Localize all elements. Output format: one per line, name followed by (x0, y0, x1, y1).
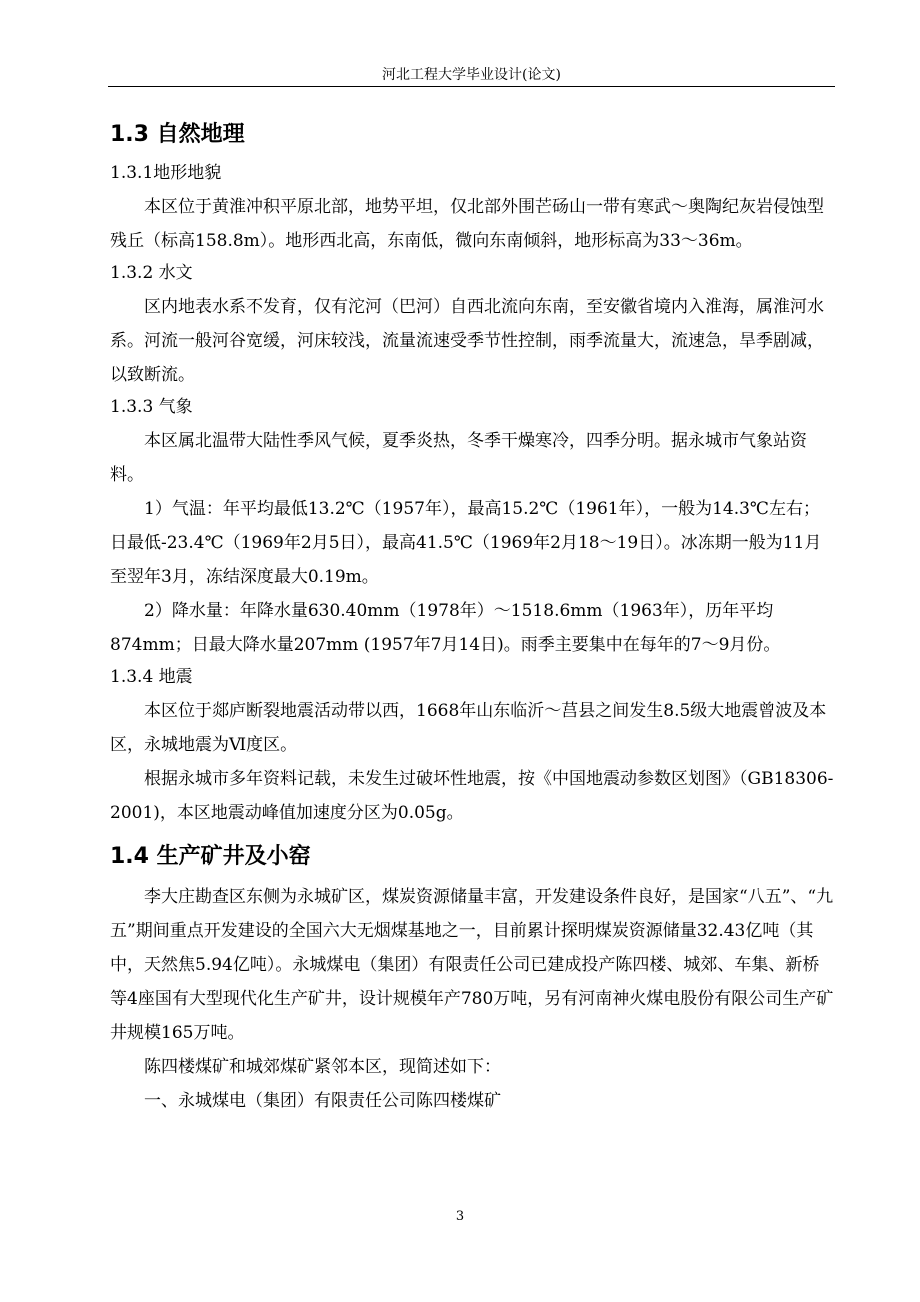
paragraph-climate-precipitation: 2）降水量：年降水量630.40mm（1978年）～1518.6mm（1963年），历年平均874mm；日最大降水量207mm (1957年7月14日)。雨季主要集中在每年的7～9月份。 (110, 601, 781, 655)
subsection-heading-1-3-3: 1.3.3 气象 (110, 397, 193, 417)
subsection-heading-1-3-1: 1.3.1地形地貌 (110, 163, 222, 183)
page-number: 3 (455, 1209, 465, 1224)
section-heading-1-4: 1.4 生产矿井及小窑 (110, 844, 311, 869)
paragraph-mines-intro: 陈四楼煤矿和城郊煤矿紧邻本区，现简述如下： (144, 1057, 501, 1077)
paragraph-mine-item-1: 一、永城煤电（集团）有限责任公司陈四楼煤矿 (144, 1091, 501, 1111)
running-header: 河北工程大学毕业设计(论文) (382, 67, 561, 83)
header-rule (108, 86, 835, 87)
paragraph-climate-intro: 本区属北温带大陆性季风气候，夏季炎热，冬季干燥寒冷，四季分明。据永城市气象站资料。 (110, 431, 807, 485)
paragraph-hydrology: 区内地表水系不发育，仅有沱河（巴河）自西北流向东南，至安徽省境内入淮海，属淮河水系。河流一般河谷宽缓，河床较浅，流量流速受季节性控制，雨季流量大，流速急，旱季剧减，以致断流。 (110, 297, 824, 385)
section-heading-1-3: 1.3 自然地理 (110, 122, 245, 147)
subsection-heading-1-3-2: 1.3.2 水文 (110, 263, 193, 283)
paragraph-climate-temperature: 1）气温：年平均最低13.2℃（1957年），最高15.2℃（1961年），一般为14.3℃左右；日最低-23.4℃（1969年2月5日），最高41.5℃（1969年2月18～19日）。冰冻期一般为11月至翌年3月，冻结深度最大0.19m。 (110, 499, 822, 587)
subsection-heading-1-3-4: 1.3.4 地震 (110, 667, 193, 687)
paragraph-terrain: 本区位于黄淮冲积平原北部，地势平坦，仅北部外围芒砀山一带有寒武～奥陶纪灰岩侵蚀型残丘（标高158.8m）。地形西北高，东南低，微向东南倾斜，地形标高为33～36m。 (110, 197, 824, 251)
paragraph-mines-overview: 李大庄勘查区东侧为永城矿区，煤炭资源储量丰富，开发建设条件良好，是国家“八五”、“九五”期间重点开发建设的全国六大无烟煤基地之一，目前累计探明煤炭资源储量32.43亿吨（其中，天然焦5.94亿吨）。永城煤电（集团）有限责任公司已建成投产陈四楼、城郊、车集、新桥等4座国有大型现代化生产矿井，设计规模年产780万吨，另有河南神火煤电股份有限公司生产矿井规模165万吨。 (110, 887, 834, 1043)
paragraph-earthquake-2: 根据永城市多年资料记载，未发生过破坏性地震，按《中国地震动参数区划图》（GB18306-2001)，本区地震动峰值加速度分区为0.05g。 (110, 769, 834, 823)
page-body (110, 110, 835, 1118)
paragraph-earthquake-1: 本区位于郯庐断裂地震活动带以西，1668年山东临沂～莒县之间发生8.5级大地震曾波及本区，永城地震为Ⅵ度区。 (110, 701, 827, 755)
